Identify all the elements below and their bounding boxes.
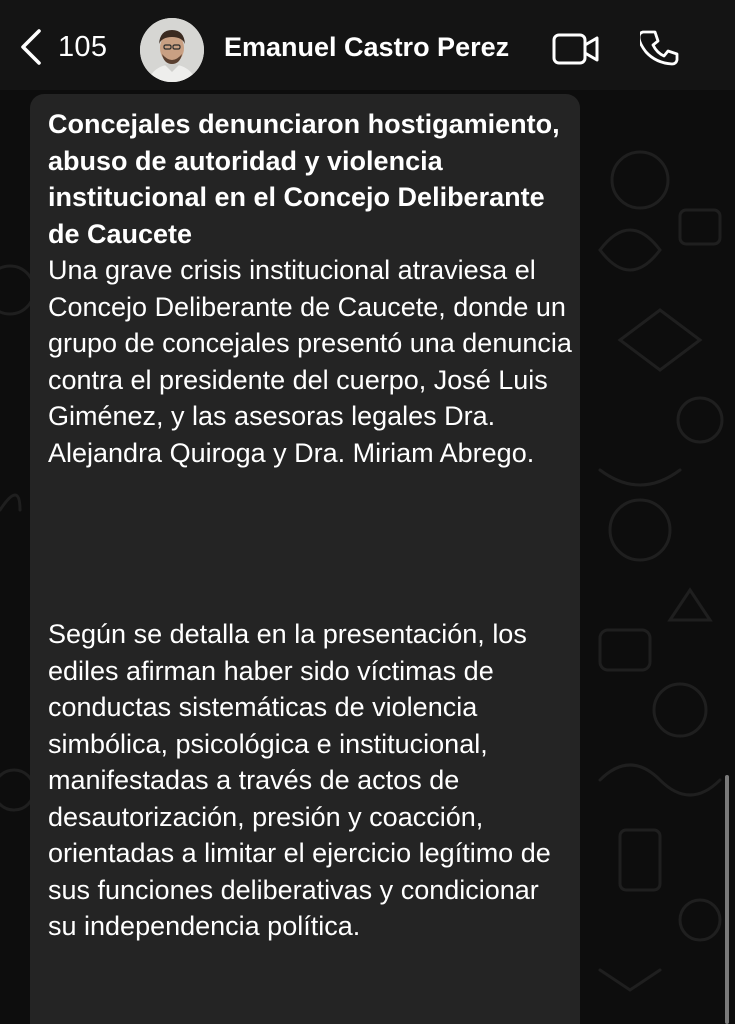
video-call-button[interactable] [552, 32, 600, 66]
video-camera-icon [552, 32, 600, 66]
message-bubble[interactable] [30, 94, 580, 1024]
message-paragraph-2: Según se detalla en la presentación, los ediles afirman haber sido víctimas de conductas sistemáticas de violencia simbólica, psicológica e institucional, manifestadas a través de actos de desautorización, presión y coacción, orientadas a limitar el ejercicio legítimo de sus funciones deliberativas y condicionar su independencia política. [48, 619, 551, 941]
avatar-photo [140, 18, 204, 82]
message-title: Concejales denunciaron hostigamiento, abuso de autoridad y violencia institucional en el Concejo Deliberante de Caucete [48, 109, 560, 249]
message-paragraph-1: Una grave crisis institucional atraviesa el Concejo Deliberante de Caucete, donde un grupo de concejales presentó una denuncia contra el presidente del cuerpo, José Luis Giménez, y las asesoras legales Dra. Alejandra Quiroga y Dra. Miriam Abrego. [48, 255, 572, 468]
contact-avatar[interactable] [140, 18, 204, 82]
scrollbar[interactable] [725, 775, 729, 1024]
unread-count: 105 [58, 30, 108, 63]
contact-name[interactable]: Emanuel Castro Perez [224, 32, 510, 62]
voice-call-button[interactable] [640, 28, 680, 68]
chat-header [0, 0, 735, 90]
chevron-left-icon [18, 28, 44, 66]
back-button[interactable] [18, 28, 107, 66]
phone-icon [640, 28, 680, 68]
